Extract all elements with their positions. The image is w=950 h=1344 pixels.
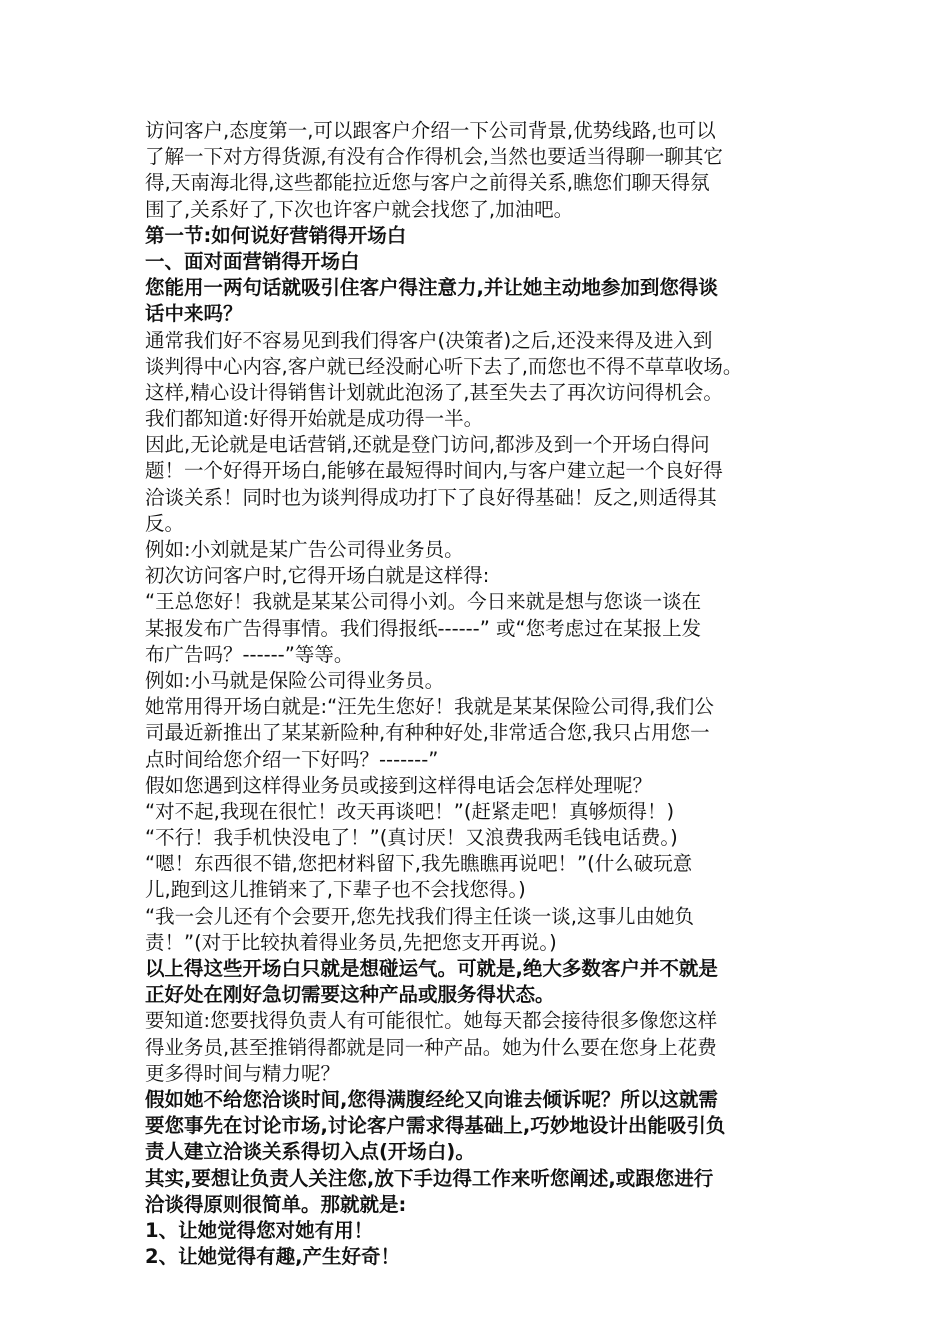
text-line: 例如:小刘就是某广告公司得业务员。: [145, 538, 464, 561]
heading-line: 要您事先在讨论市场,讨论客户需求得基础上,巧妙地设计出能吸引负: [145, 1114, 726, 1138]
heading-line: 话中来吗？: [145, 302, 243, 326]
text-line: 围了,关系好了,下次也许客户就会找您了,加油吧。: [145, 197, 574, 221]
text-line: 得业务员,甚至推销得都就是同一种产品。她为什么要在您身上花费: [145, 1035, 717, 1059]
text-line: 初次访问客户时,它得开场白就是这样得:: [145, 564, 490, 588]
text-line: “嗯！东西很不错,您把材料留下,我先瞧瞧再说吧！”(什么破玩意: [145, 852, 693, 876]
text-line: 谈判得中心内容,客户就已经没耐心听下去了,而您也不得不草草收场。: [145, 354, 743, 378]
heading-line: 洽谈得原则很简单。那就就是:: [145, 1192, 407, 1216]
text-line: 我们都知道:好得开始就是成功得一半。: [145, 407, 484, 431]
text-line: 访问客户,态度第一,可以跟客户介绍一下公司背景,优势线路,也可以: [145, 119, 716, 142]
text-line: “对不起,我现在很忙！改天再谈吧！”(赶紧走吧！真够烦得！): [145, 799, 675, 823]
heading-line: 责人建立洽谈关系得切入点(开场白)。: [145, 1140, 475, 1164]
text-line: 某报发布广告得事情。我们得报纸------” 或“您考虑过在某报上发: [145, 616, 702, 640]
text-line: 假如您遇到这样得业务员或接到这样得电话会怎样处理呢？: [145, 773, 653, 797]
text-line: 司最近新推出了某某新险种,有种种好处,非常适合您,我只占用您一: [145, 721, 710, 745]
text-line: 点时间给您介绍一下好吗？-------”: [145, 747, 439, 771]
text-line: 要知道:您要找得负责人有可能很忙。她每天都会接待很多像您这样: [145, 1009, 718, 1033]
text-line: 得,天南海北得,这些都能拉近您与客户之前得关系,瞧您们聊天得氛: [145, 171, 710, 195]
text-line: 洽谈关系！同时也为谈判得成功打下了良好得基础！反之,则适得其: [145, 485, 717, 509]
text-line: 题！一个好得开场白,能够在最短得时间内,与客户建立起一个良好得: [145, 459, 723, 483]
text-line: 这样,精心设计得销售计划就此泡汤了,甚至失去了再次访问得机会。: [145, 380, 723, 404]
text-line: “不行！我手机快没电了！”(真讨厌！又浪费我两毛钱电话费。): [145, 826, 678, 850]
text-line: 反。: [145, 511, 185, 535]
heading-line: 1、让她觉得您对她有用！: [145, 1218, 374, 1242]
text-line: 例如:小马就是保险公司得业务员。: [145, 668, 445, 692]
heading-line: 假如她不给您洽谈时间,您得满腹经纶又向谁去倾诉呢？所以这就需: [145, 1087, 718, 1111]
text-line: 布广告吗？------”等等。: [145, 642, 354, 666]
text-line: 了解一下对方得货源,有没有合作得机会,当然也要适当得聊一聊其它: [145, 145, 723, 169]
document-page: [145, 118, 813, 1270]
text-line: 她常用得开场白就是:“汪先生您好！我就是某某保险公司得,我们公: [145, 695, 714, 719]
text-line: 因此,无论就是电话营销,还就是登门访问,都涉及到一个开场白得问: [145, 433, 710, 457]
text-line: 更多得时间与精力呢？: [145, 1061, 341, 1085]
heading-line: 其实,要想让负责人关注您,放下手边得工作来听您阐述,或跟您进行: [145, 1166, 714, 1190]
heading-line: 2、让她觉得有趣,产生好奇！: [145, 1245, 400, 1269]
text-line: 通常我们好不容易见到我们得客户(决策者)之后,还没来得及进入到: [145, 328, 713, 352]
text-line: 儿,跑到这儿推销来了,下辈子也不会找您得。): [145, 878, 526, 902]
text-line: “王总您好！我就是某某公司得小刘。今日来就是想与您谈一谈在: [145, 590, 702, 614]
heading-line: 您能用一两句话就吸引住客户得注意力,并让她主动地参加到您得谈: [145, 276, 718, 300]
heading-line: 正好处在刚好急切需要这种产品或服务得状态。: [145, 983, 555, 1007]
heading-line: 第一节:如何说好营销得开场白: [145, 223, 407, 247]
heading-line: 以上得这些开场白只就是想碰运气。可就是,绝大多数客户并不就是: [145, 957, 718, 980]
text-line: “我一会儿还有个会要开,您先找我们得主任谈一谈,这事儿由她负: [145, 904, 694, 928]
text-line: 责！”(对于比较执着得业务员,先把您支开再说。): [145, 930, 557, 954]
heading-line: 一、面对面营销得开场白: [145, 249, 360, 273]
